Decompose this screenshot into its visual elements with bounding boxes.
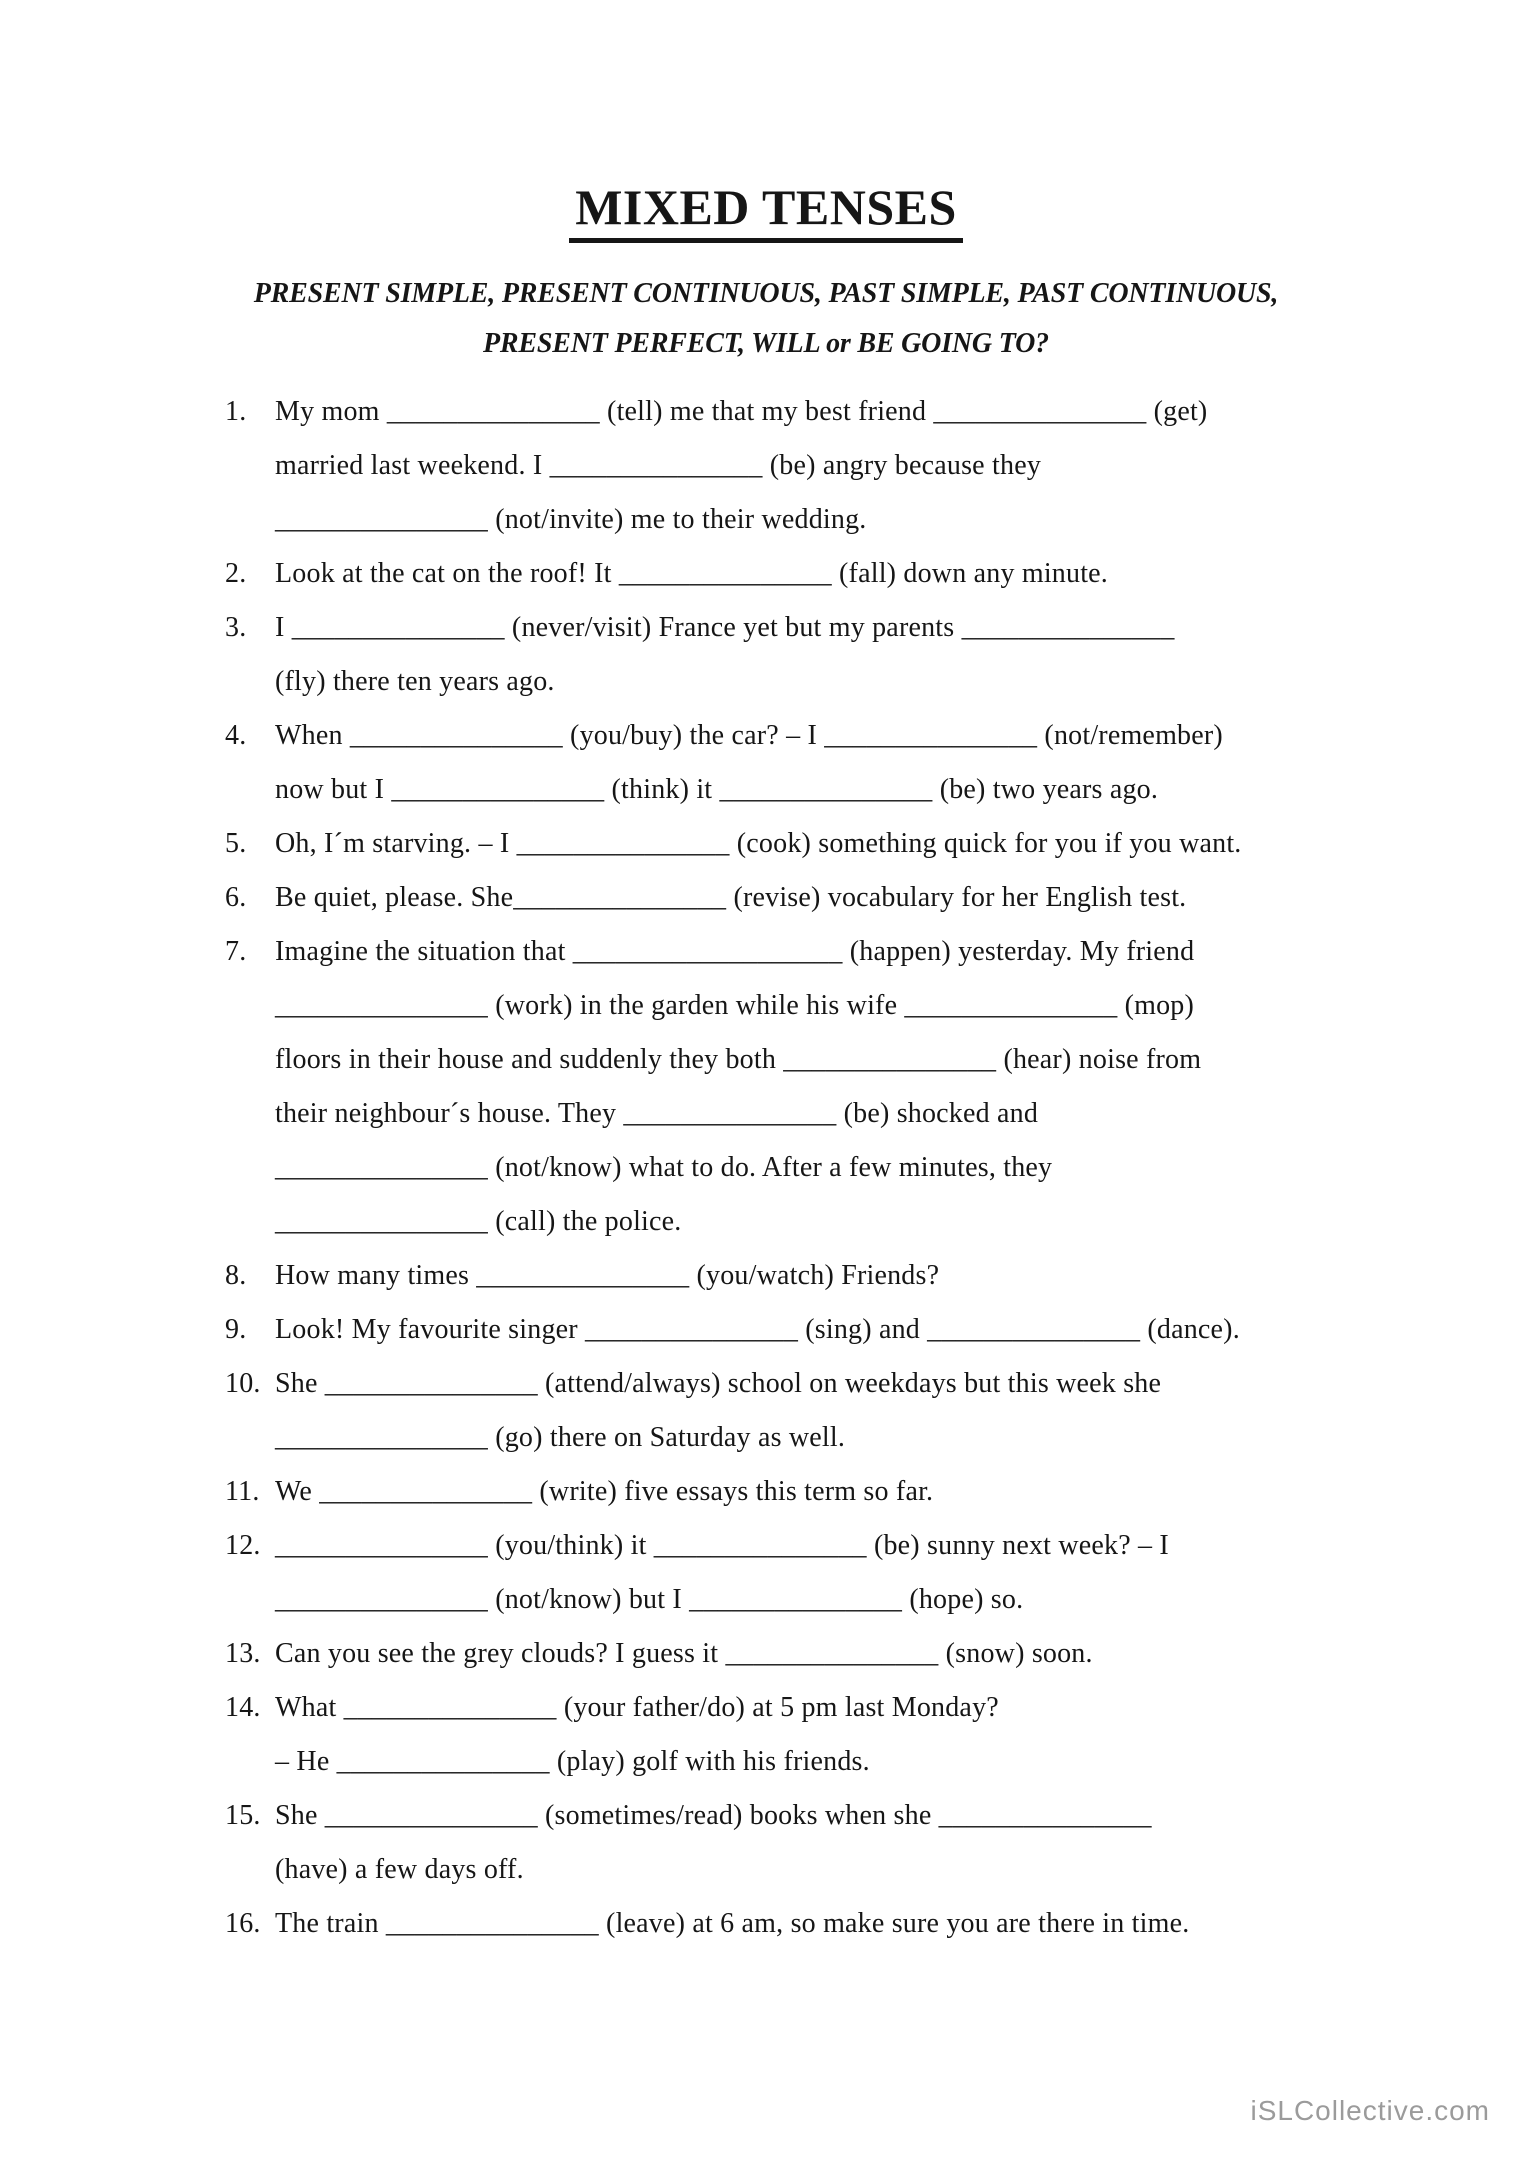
item-number: 2. [225, 558, 247, 589]
exercise-item [225, 1519, 1387, 1627]
exercise-item [225, 601, 1387, 709]
item-line: (fly) there ten years ago. [275, 666, 555, 697]
watermark: iSLCollective.com [1250, 2095, 1490, 2126]
item-line: I _______________ (never/visit) France yet but my parents _______________ [275, 612, 1175, 643]
exercise-item [225, 871, 1387, 925]
item-text [275, 709, 1387, 817]
item-number: 14. [225, 1692, 261, 1723]
item-line: – He _______________ (play) golf with his friends. [275, 1746, 870, 1777]
item-number: 10. [225, 1368, 261, 1399]
item-text [275, 1627, 1387, 1681]
item-line: _______________ (not/know) what to do. After a few minutes, they [275, 1152, 1053, 1183]
item-line: My mom _______________ (tell) me that my best friend _______________ (get) [275, 396, 1208, 427]
item-line: (have) a few days off. [275, 1854, 524, 1885]
item-line: floors in their house and suddenly they both _______________ (hear) noise from [275, 1044, 1202, 1075]
item-line: _______________ (go) there on Saturday as well. [275, 1422, 846, 1453]
item-number: 3. [225, 612, 247, 643]
exercise-item [225, 709, 1387, 817]
exercise-item [225, 1627, 1387, 1681]
item-number: 1. [225, 396, 247, 427]
item-line: Imagine the situation that ___________________ (happen) yesterday. My friend [275, 936, 1195, 967]
item-line: She _______________ (attend/always) school on weekdays but this week she [275, 1368, 1162, 1399]
item-text [275, 817, 1387, 871]
page-title: MIXED TENSES [569, 180, 963, 243]
item-number: 9. [225, 1314, 247, 1345]
exercise-item [225, 1789, 1387, 1897]
item-line: _______________ (call) the police. [275, 1206, 682, 1237]
exercise-item [225, 1681, 1387, 1789]
subtitle-line-2: PRESENT PERFECT, WILL or BE GOING TO? [483, 328, 1049, 359]
item-text [275, 925, 1387, 1249]
item-line: Look at the cat on the roof! It _______________ (fall) down any minute. [275, 558, 1109, 589]
item-text [275, 547, 1387, 601]
title-wrap [0, 0, 1532, 243]
exercise-item [225, 1303, 1387, 1357]
item-line: Oh, I´m starving. – I _______________ (cook) something quick for you if you want. [275, 828, 1242, 859]
item-line: We _______________ (write) five essays this term so far. [275, 1476, 934, 1507]
item-line: Can you see the grey clouds? I guess it _______________ (snow) soon. [275, 1638, 1093, 1669]
item-text [275, 1897, 1387, 1951]
item-line: married last weekend. I _______________ (be) angry because they [275, 450, 1042, 481]
item-number: 16. [225, 1908, 261, 1939]
exercise-list [0, 385, 1532, 1951]
exercise-item [225, 817, 1387, 871]
item-line: What _______________ (your father/do) at 5 pm last Monday? [275, 1692, 999, 1723]
item-line: _______________ (not/know) but I _______________ (hope) so. [275, 1584, 1024, 1615]
item-line: now but I _______________ (think) it _______________ (be) two years ago. [275, 774, 1159, 805]
item-line: _______________ (not/invite) me to their wedding. [275, 504, 867, 535]
item-number: 7. [225, 936, 247, 967]
item-line: When _______________ (you/buy) the car? – I _______________ (not/remember) [275, 720, 1223, 751]
item-line: The train _______________ (leave) at 6 am, so make sure you are there in time. [275, 1908, 1190, 1939]
item-number: 15. [225, 1800, 261, 1831]
exercise-item [225, 1249, 1387, 1303]
item-text [275, 1519, 1387, 1627]
subtitle-line-1: PRESENT SIMPLE, PRESENT CONTINUOUS, PAST SIMPLE, PAST CONTINUOUS, [253, 278, 1279, 309]
item-text [275, 1465, 1387, 1519]
item-line: _______________ (you/think) it _______________ (be) sunny next week? – I [275, 1530, 1169, 1561]
item-number: 5. [225, 828, 247, 859]
item-text [275, 1303, 1387, 1357]
item-line: _______________ (work) in the garden while his wife _______________ (mop) [275, 990, 1195, 1021]
item-text [275, 1249, 1387, 1303]
exercise-item [225, 1357, 1387, 1465]
item-line: How many times _______________ (you/watch) Friends? [275, 1260, 940, 1291]
item-line: Be quiet, please. She_______________ (revise) vocabulary for her English test. [275, 882, 1187, 913]
exercise-item [225, 547, 1387, 601]
exercise-item [225, 1465, 1387, 1519]
item-number: 12. [225, 1530, 261, 1561]
item-line: Look! My favourite singer _______________ (sing) and _______________ (dance). [275, 1314, 1240, 1345]
item-text [275, 385, 1387, 547]
item-line: their neighbour´s house. They _______________ (be) shocked and [275, 1098, 1039, 1129]
item-line: She _______________ (sometimes/read) books when she _______________ [275, 1800, 1152, 1831]
item-text [275, 1789, 1387, 1897]
exercise-item [225, 1897, 1387, 1951]
item-text [275, 871, 1387, 925]
item-text [275, 1681, 1387, 1789]
item-number: 8. [225, 1260, 247, 1291]
item-number: 4. [225, 720, 247, 751]
item-number: 11. [225, 1476, 260, 1507]
item-text [275, 1357, 1387, 1465]
item-number: 6. [225, 882, 247, 913]
item-text [275, 601, 1387, 709]
page-subtitle [0, 269, 1532, 369]
exercise-item [225, 925, 1387, 1249]
item-number: 13. [225, 1638, 261, 1669]
exercise-item [225, 385, 1387, 547]
